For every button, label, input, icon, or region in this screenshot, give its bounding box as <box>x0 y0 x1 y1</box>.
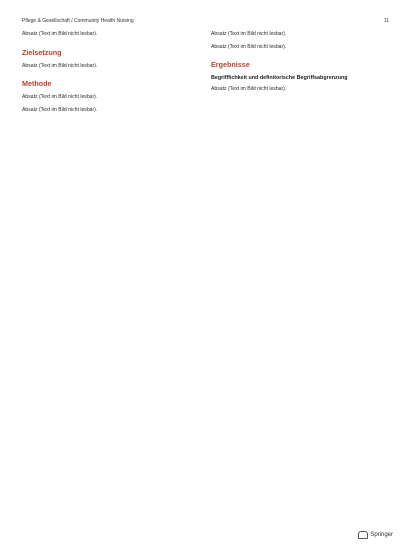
section-heading: Methode <box>22 79 52 89</box>
publisher-name: Springer <box>370 532 393 538</box>
right-column <box>211 31 389 119</box>
subsection-heading: Begrifflichkeit und definitorische Begriffsabgrenzung <box>211 75 348 82</box>
paragraph: Absatz (Text im Bild nicht lesbar). <box>22 106 98 113</box>
journal-title: Pflege & Gesellschaft / Community Health Nursing <box>22 18 134 24</box>
publisher-logo <box>358 531 393 539</box>
text-columns <box>22 31 389 119</box>
paragraph: Absatz (Text im Bild nicht lesbar). <box>22 62 98 69</box>
paragraph: Absatz (Text im Bild nicht lesbar). <box>22 94 98 101</box>
section-heading: Ergebnisse <box>211 60 250 70</box>
running-header <box>22 18 389 28</box>
springer-horse-icon <box>358 531 368 539</box>
section-heading: Zielsetzung <box>22 47 62 57</box>
paragraph: Absatz (Text im Bild nicht lesbar). <box>22 31 98 37</box>
paragraph: Absatz (Text im Bild nicht lesbar). <box>211 43 287 50</box>
page-number: 11 <box>383 18 389 24</box>
paragraph: Absatz (Text im Bild nicht lesbar). <box>211 31 287 37</box>
left-column <box>22 31 200 119</box>
paragraph: Absatz (Text im Bild nicht lesbar). <box>211 85 287 92</box>
